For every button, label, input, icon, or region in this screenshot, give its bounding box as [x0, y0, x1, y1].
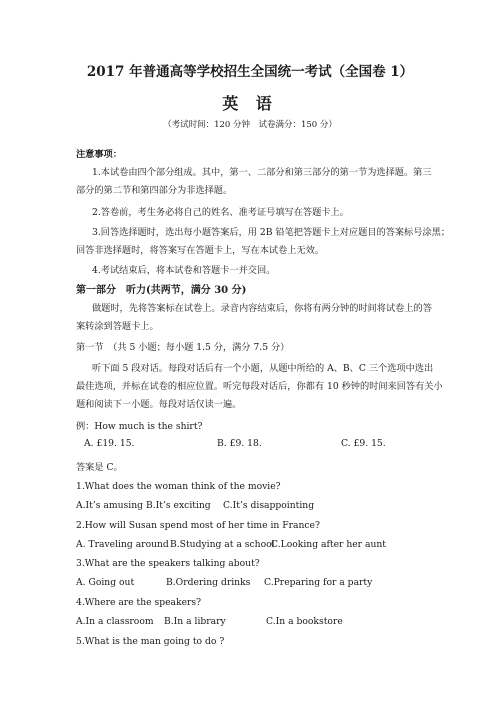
example-question: 例：How much is the shirt? [76, 421, 203, 432]
subject-title: 英 语 [222, 94, 278, 113]
question-5: 5.What is the man going to do ? [76, 636, 225, 647]
question-1-option-b: B.It’s exciting [146, 500, 211, 511]
question-2: 2.How will Susan spend most of her time in France? [76, 520, 320, 531]
question-3-option-c: C.Preparing for a party [264, 577, 373, 588]
instructions-line-3: 题和阅读下一小题。每段对话仅读一遍。 [76, 399, 242, 410]
part1-intro-line-2: 案转涂到答题卡上。 [76, 321, 159, 332]
part1-intro-line-1: 做题时，先将答案标在试卷上。录音内容结束后，你将有两分钟的时间将试卷上的答 [92, 303, 432, 314]
example-answer: 答案是 C。 [76, 462, 123, 473]
note-1-line-1: 1.本试卷由四个部分组成。其中，第一、二部分和第三部分的第一节为选择题。第三 [92, 167, 432, 178]
question-4: 4.Where are the speakers? [76, 597, 202, 608]
note-2: 2.答卷前，考生务必将自己的姓名、准考证号填写在答题卡上。 [92, 207, 349, 218]
question-2-option-c: C.Looking after her aunt [271, 539, 387, 550]
question-4-option-c: C.In a bookstore [266, 616, 343, 627]
question-4-option-b: B.In a library [164, 616, 226, 627]
note-3-line-1: 3.回答选择题时，选出每小题答案后，用 2B 铅笔把答题卡上对应题目的答案标号涂黑； [92, 227, 450, 238]
example-option-c: C. £9. 15. [341, 438, 386, 449]
question-3-option-a: A. Going out [76, 577, 135, 588]
question-4-option-a: A.In a classroom [76, 616, 154, 627]
section1-heading: 第一节 （共 5 小题；每小题 1.5 分，满分 7.5 分） [76, 342, 290, 353]
exam-info: （考试时间：120 分钟 试卷满分：150 分） [163, 120, 337, 130]
example-option-a: A. £19. 15. [84, 438, 135, 449]
question-2-option-a: A. Traveling around [76, 539, 169, 550]
question-1-option-a: A.It’s amusing [76, 500, 143, 511]
instructions-line-1: 听下面 5 段对话。每段对话后有一个小题，从题中所给的 A、B、C 三个选项中选出 [92, 363, 434, 374]
example-option-b: B. £9. 18. [217, 438, 262, 449]
exam-title: 2017 年普通高等学校招生全国统一考试（全国卷 1） [86, 64, 414, 80]
note-4: 4.考试结束后，将本试卷和答题卡一并交回。 [92, 265, 276, 276]
note-3-line-2: 回答非选择题时，将答案写在答题卡上，写在本试卷上无效。 [76, 245, 325, 256]
question-2-option-b: B.Studying at a school [170, 539, 275, 550]
note-1-line-2: 部分的第二节和第四部分为非选择题。 [76, 185, 233, 196]
question-3: 3.What are the speakers talking about? [76, 558, 260, 569]
question-1: 1.What does the woman think of the movie? [76, 481, 281, 492]
instructions-line-2: 最佳选项，并标在试卷的相应位置。听完每段对话后，你都有 10 秒钟的时间来回答有关小 [76, 381, 443, 392]
notes-heading: 注意事项： [76, 149, 122, 160]
question-3-option-b: B.Ordering drinks [166, 577, 251, 588]
part1-heading: 第一部分 听力(共两节，满分 30 分) [76, 285, 247, 296]
question-1-option-c: C.It’s disappointing [223, 500, 315, 511]
